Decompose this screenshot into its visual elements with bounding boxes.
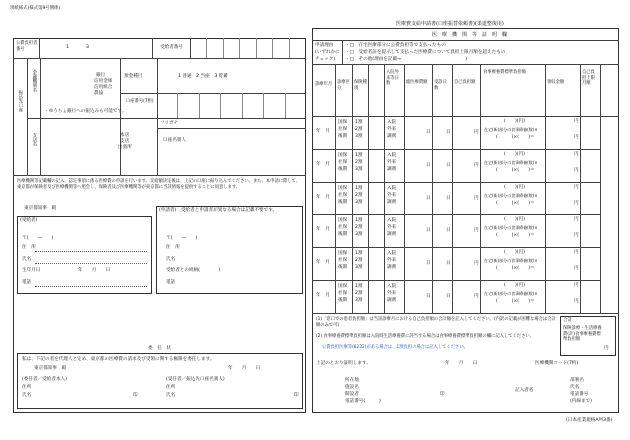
row-day-unit: 日: [426, 130, 431, 135]
row-grade[interactable]: 3割: [355, 298, 363, 303]
row-ins-cat[interactable]: 後期: [338, 134, 348, 139]
recipient-label: 受給者番号: [160, 45, 183, 50]
row-ward[interactable]: 調剤: [387, 265, 397, 271]
kana-label: フリガナ: [160, 121, 179, 126]
public-id-label: 公費負担者番号: [16, 41, 38, 52]
sum-box-yen: 円: [604, 346, 609, 351]
row-ym: 年 月: [316, 161, 330, 167]
row-formula-mid: 在宅(新)部分の食事療養(数)×: [484, 225, 538, 231]
row-formula-bot: ( )×( )＝: [496, 233, 535, 239]
row-receipt-yen: 円: [574, 119, 579, 124]
row-ins-cat[interactable]: 国保: [338, 218, 348, 224]
row-day-unit-2: 日: [446, 195, 451, 201]
branch-office: 本店: [120, 133, 130, 138]
row-ins-cat[interactable]: 国保: [338, 284, 348, 289]
row-day-unit: 日: [426, 294, 431, 299]
row-ins-cat[interactable]: 後期: [338, 166, 348, 172]
row-ins-cat[interactable]: 社保: [338, 127, 348, 132]
row-ward[interactable]: 外来: [387, 258, 397, 264]
agent-address-label: 住 所: [166, 245, 180, 250]
proxy-body: 私は、下記の者を代理人と定め、東京都の医療費の請求及び受領に関する権限を委任します。: [22, 357, 215, 362]
branch-name-label: 支店名: [31, 133, 37, 147]
checklist-caption-1: 申請理由: [315, 43, 334, 48]
row-ins-cat[interactable]: 国保: [338, 185, 348, 191]
row-ym: 年 月: [316, 227, 330, 233]
row-grade[interactable]: 3割: [355, 232, 363, 238]
col-header-limit: 自己負担上限月額: [582, 70, 595, 87]
row-ward[interactable]: 外来: [387, 192, 397, 198]
row-ym: 年 月: [316, 194, 330, 200]
row-formula-top: ( )(円): [504, 217, 525, 223]
row-copay-yen: 円: [474, 261, 479, 267]
cert-line: 上記のとおり証明します。: [316, 361, 371, 366]
row-ward[interactable]: 外来: [387, 127, 397, 132]
row-ward[interactable]: 外来: [387, 225, 397, 231]
col-header-copay: 自己負担額: [454, 80, 476, 85]
row-grade[interactable]: 2割: [355, 159, 363, 165]
row-ward[interactable]: 入院: [387, 120, 397, 125]
row-formula-top: ( )(円): [504, 250, 525, 256]
note-2: (2) 食事療養費標準負担額は入院時生活療養費に該当する場合は食事療養費標準負担額の欄に記入してください。: [316, 334, 534, 339]
applicant-name-label: 氏名: [22, 257, 32, 262]
row-copay-yen: 円: [474, 195, 479, 201]
applicant-box: [17, 216, 152, 294]
account-type-label: 預金種目: [124, 74, 143, 79]
inst-code-label: 医療機関コード(7桁): [535, 361, 579, 366]
sub-branch: 出張所: [118, 145, 132, 150]
row-ward[interactable]: 調剤: [387, 199, 397, 205]
row-ym: 年 月: [316, 129, 330, 134]
row-formula-top: ( )(円): [504, 283, 525, 288]
applicant-dob-label: 生年月日: [22, 268, 41, 273]
row-copay-yen: 円: [474, 130, 479, 135]
branch: 支店: [120, 139, 130, 144]
col-header-total: 総医療費額: [406, 80, 428, 85]
col-header-ins: 保険種別: [354, 80, 367, 91]
row-formula-mid: 在宅(新)部分の食事療養(数)×: [484, 291, 538, 296]
row-copay-yen: 円: [474, 294, 479, 299]
row-ward[interactable]: 調剤: [387, 298, 397, 303]
applicant-phone-label: 電話: [22, 280, 32, 285]
col-header-type: 診療区分: [337, 80, 350, 91]
col-header-receipt: 領収金額: [547, 80, 565, 85]
row-grade[interactable]: 1割: [355, 185, 363, 191]
applicant-postal: 〒( ― ): [22, 236, 54, 241]
applicant-address-label: 住 所: [22, 245, 36, 250]
row-ins-cat[interactable]: 社保: [338, 192, 348, 198]
agent-name-label: 氏名: [166, 257, 176, 262]
row-day-unit-2: 日: [446, 294, 451, 299]
row-grade[interactable]: 2割: [355, 192, 363, 198]
row-ward[interactable]: 調剤: [387, 166, 397, 172]
row-receipt-yen: 円: [574, 250, 579, 256]
col-header-date: 診療年月: [315, 82, 333, 87]
row-day-unit-2: 日: [446, 162, 451, 168]
row-formula-bot: ( )×( )＝: [496, 167, 535, 173]
agent-caption: (申請者) 受給者と申請者が異なる場合は記載不要です。: [159, 208, 278, 213]
account-number-field[interactable]: [157, 93, 306, 118]
row-formula-top: ( )(円): [504, 151, 525, 157]
row-grade[interactable]: 3割: [355, 166, 363, 172]
bank-name-label: 金融機関名: [31, 70, 37, 92]
proxy-agent-seal: 印: [133, 393, 138, 398]
row-grade[interactable]: 3割: [355, 134, 363, 139]
inst-phone-label: 電話番号( ): [345, 399, 381, 404]
row-ward[interactable]: 入院: [387, 152, 397, 158]
proxy-title: 委 任 状: [148, 346, 171, 351]
row-ins-cat[interactable]: 後期: [338, 232, 348, 238]
row-formula-top: ( )(円): [504, 119, 525, 124]
row-ym: 年 月: [316, 260, 330, 266]
row-day-unit-2: 日: [446, 130, 451, 135]
row-formula-mid: 在宅(新)部分の食事療養(数)×: [484, 159, 538, 165]
form-title: 医療費支給申請書(口座振替依頼書)(柔道整復用): [396, 21, 504, 27]
row-receipt-yen-2: 円: [574, 200, 579, 206]
proxy-date: 年 月 日: [228, 366, 261, 371]
row-ins-cat[interactable]: 社保: [338, 159, 348, 165]
row-receipt-yen-2: 円: [574, 135, 579, 140]
row-formula-mid: 在宅(新)部分の食事療養(数)×: [484, 258, 538, 264]
row-ward[interactable]: 調剤: [387, 134, 397, 139]
row-grade[interactable]: 1割: [355, 218, 363, 224]
agent-postal: 〒( ― ): [166, 236, 198, 241]
row-ins-cat[interactable]: 社保: [338, 258, 348, 264]
note-2-sub: 公費負担医療等(8232)がある場合は、1割負担の場合は記入してください。: [322, 345, 468, 350]
cert-section-title: 医 療 機 関 等 証 明 欄: [432, 32, 508, 38]
row-receipt-yen: 円: [574, 217, 579, 223]
row-formula-mid: 在宅(新)部分の食事療養(数)×: [484, 192, 538, 198]
clerk-dept: 部署名: [570, 378, 584, 383]
row-day-unit: 日: [426, 228, 431, 234]
checklist-caption-2: (いずれかに: [315, 50, 340, 55]
row-formula-bot: ( )×( )＝: [496, 299, 535, 304]
row-ward[interactable]: 外来: [387, 291, 397, 296]
row-ward[interactable]: 調剤: [387, 232, 397, 238]
recipient-number-field[interactable]: [191, 38, 305, 58]
proxy-recv-seal: 印: [294, 393, 299, 398]
row-ward[interactable]: 入院: [387, 251, 397, 257]
bank-type-bank: 銀行: [96, 73, 106, 78]
row-formula-bot: ( )×( )＝: [496, 200, 535, 206]
row-grade[interactable]: 1割: [355, 251, 363, 257]
row-ward[interactable]: 外来: [387, 159, 397, 165]
account-no-label: 口座番号(7桁): [126, 99, 154, 104]
row-copay-yen: 円: [474, 162, 479, 168]
applicant-dob-units: 年 月 日: [78, 268, 111, 273]
clerk-name: 氏名: [570, 385, 580, 390]
row-formula-mid: 在宅(新)部分の食事療養(数)×: [484, 127, 538, 132]
row-grade[interactable]: 2割: [355, 258, 363, 264]
row-receipt-yen: 円: [574, 184, 579, 190]
row-ins-cat[interactable]: 後期: [338, 265, 348, 271]
account-types: 1 普通 2 当座 3 貯蓄: [178, 74, 228, 79]
check-reason-3[interactable]: ・□ その他(理由を記載→ ): [345, 57, 468, 62]
row-ins-cat[interactable]: 社保: [338, 291, 348, 296]
checklist-caption-3: チェック): [315, 57, 336, 62]
inst-name-label: 施設名: [345, 385, 359, 390]
sum-box-label: 合計: [563, 318, 573, 323]
consent-notice: 医療機関等記載欄の記入、認定事項に係る医療費の申請を行います。支給額決定後は、上記の口座に振り込んでください。また、本申請に際して、東京都が保険者及び医療機関等へ照会し、保険者及び医療機関等が東京都に当該情報を提供することに同意します。: [17, 179, 301, 190]
row-receipt-yen-2: 円: [574, 167, 579, 173]
inst-rep-label: 開設者: [345, 392, 359, 397]
clerk-ext: (内線まで): [570, 399, 592, 404]
row-receipt-yen-2: 円: [574, 299, 579, 304]
cert-date: 年 月 日: [445, 361, 478, 366]
row-formula-top: ( )(円): [504, 184, 525, 190]
row-ward[interactable]: 入院: [387, 284, 397, 289]
bank-type-coop: 信用組合: [94, 85, 113, 90]
clerk-phone: 電話番号: [570, 392, 589, 397]
proxy-recv-name: 氏名: [166, 393, 176, 398]
row-receipt-yen-2: 円: [574, 233, 579, 239]
row-grade[interactable]: 1割: [355, 284, 363, 289]
holder-label: 口座名義人: [163, 138, 186, 143]
row-day-unit-2: 日: [446, 261, 451, 267]
footer-size: (日本産業規格A列3番): [566, 418, 613, 423]
col-header-days2: 受診日数: [434, 80, 447, 91]
col-header-days: 入院外来等日数: [386, 70, 399, 87]
check-reason-1[interactable]: ・□ 在宅医療部分に公費負担等で支払ったもの: [345, 43, 446, 48]
agent-relation: 受給者との続柄( ): [166, 268, 221, 273]
check-reason-2[interactable]: ・□ 受給者証を提示して支払った医療費について負担上限月額を超えたもの: [345, 50, 506, 55]
row-receipt-yen: 円: [574, 151, 579, 157]
proxy-agent-caption: (委任者／受給者本人): [22, 377, 67, 382]
row-receipt-yen: 円: [574, 283, 579, 288]
row-grade[interactable]: 2割: [355, 127, 363, 132]
row-ward[interactable]: 入院: [387, 185, 397, 191]
row-grade[interactable]: 1割: [355, 120, 363, 125]
addressee: 東京都知事 殿: [24, 206, 57, 211]
row-day-unit: 日: [426, 261, 431, 267]
row-ins-cat[interactable]: 後期: [338, 199, 348, 205]
row-ins-cat[interactable]: 国保: [338, 152, 348, 158]
form-number: 別紙様式(様式第9号関係): [10, 6, 61, 11]
proxy-agent-name: 氏名: [22, 393, 32, 398]
row-day-unit-2: 日: [446, 228, 451, 234]
note-1: (1)「窓口での患者負担額」は当該診療月における自己負担額の合計額を記入してください。(内訳の記載が困難な場合は合計額のみで可): [316, 317, 556, 328]
row-ward[interactable]: 入院: [387, 218, 397, 224]
public-id-digit-1: 1: [66, 45, 69, 50]
row-grade[interactable]: 3割: [355, 265, 363, 271]
row-ins-cat[interactable]: 国保: [338, 120, 348, 125]
proxy-recv-caption: (受任者／振込先口座名義人): [166, 377, 225, 382]
inst-seal: 印: [440, 392, 445, 397]
bank-type-credit-union: 信用金庫: [94, 79, 113, 84]
row-ym: 年 月: [316, 293, 330, 298]
applicant-caption: (受給者): [20, 218, 38, 223]
col-header-meal: 食事療養費標準負担額: [483, 70, 526, 75]
row-formula-bot: ( )×( )＝: [496, 266, 535, 272]
bank-section-label: 振込先口座: [17, 90, 23, 112]
row-grade[interactable]: 3割: [355, 199, 363, 205]
row-ins-cat[interactable]: 国保: [338, 251, 348, 257]
row-grade[interactable]: 2割: [355, 291, 363, 296]
proxy-agent-address: 住所: [22, 385, 32, 390]
row-grade[interactable]: 2割: [355, 225, 363, 231]
agent-phone-label: 電話: [166, 280, 176, 285]
row-formula-bot: ( )×( )＝: [496, 135, 535, 140]
yucho-note: ・ゆうちょ銀行への振込みも可能です。: [44, 109, 127, 114]
row-day-unit: 日: [426, 162, 431, 168]
public-id-digit-2: 3: [86, 45, 89, 50]
row-copay-yen: 円: [474, 228, 479, 234]
row-receipt-yen-2: 円: [574, 266, 579, 272]
proxy-recv-address: 住所: [166, 385, 176, 390]
row-ins-cat[interactable]: 後期: [338, 298, 348, 303]
row-day-unit: 日: [426, 195, 431, 201]
row-ins-cat[interactable]: 社保: [338, 225, 348, 231]
row-grade[interactable]: 1割: [355, 152, 363, 158]
bank-type-agri: 農協: [94, 91, 104, 96]
proxy-addressee: 東京都知事 殿: [34, 366, 67, 371]
sum-box-note: 保険診療・生活療養費(計)食事療養費標準負担額: [563, 326, 602, 343]
clerk-label: 記入者名: [515, 388, 534, 393]
inst-address-label: 所在地: [345, 378, 359, 383]
